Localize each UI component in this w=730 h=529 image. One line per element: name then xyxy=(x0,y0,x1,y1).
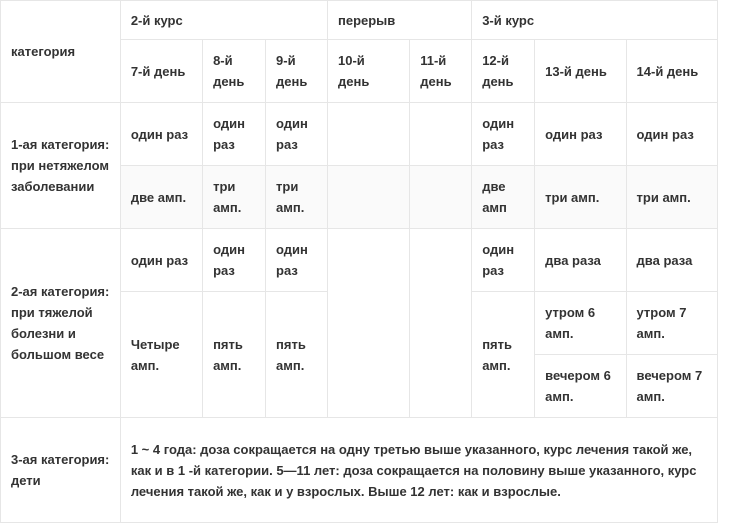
cat2-d10 xyxy=(327,229,409,418)
cat2-freq-d8: один раз xyxy=(203,229,266,292)
cat1-dose-d14: три амп. xyxy=(626,166,717,229)
cat1-dose-d12: две амп xyxy=(472,166,535,229)
cat2-dose-d8: пять амп. xyxy=(203,292,266,418)
cat1-freq-d10 xyxy=(327,103,409,166)
cat3-text: 1 ~ 4 года: доза сокращается на одну третью выше указанного, курс лечения такой же, как и в 1 -й категории. 5—11 лет: доза сокращается на половину выше указанного, курс лечения такой же, как и у взрослых. Выше 12 лет: как и взрослые. xyxy=(120,418,717,523)
cat1-dose-d10 xyxy=(327,166,409,229)
cat1-label: 1-ая категория: при нетяжелом заболевании xyxy=(1,103,121,229)
cat2-d11 xyxy=(410,229,472,418)
header-day-12: 12-й день xyxy=(472,40,535,103)
header-day-9: 9-й день xyxy=(266,40,328,103)
cat2-dose-d14-evening: вечером 7 амп. xyxy=(626,355,717,418)
header-day-10: 10-й день xyxy=(327,40,409,103)
cat1-frequency-row xyxy=(1,103,718,166)
cat2-dose-d7: Четыре амп. xyxy=(120,292,202,418)
cat1-dose-d13: три амп. xyxy=(535,166,626,229)
cat1-freq-d11 xyxy=(410,103,472,166)
cat3-row xyxy=(1,418,718,523)
cat1-dose-d8: три амп. xyxy=(203,166,266,229)
cat2-dose-d9: пять амп. xyxy=(266,292,328,418)
header-row-courses xyxy=(1,1,718,40)
header-course-3: 3-й курс xyxy=(472,1,718,40)
cat2-dose-d13-morning: утром 6 амп. xyxy=(535,292,626,355)
cat1-dose-d7: две амп. xyxy=(120,166,202,229)
header-course-2: 2-й курс xyxy=(120,1,327,40)
cat2-freq-d13: два раза xyxy=(535,229,626,292)
cat2-freq-d9: один раз xyxy=(266,229,328,292)
cat1-freq-d8: один раз xyxy=(203,103,266,166)
cat2-freq-d14: два раза xyxy=(626,229,717,292)
cat2-label: 2-ая категория: при тяжелой болезни и большом весе xyxy=(1,229,121,418)
header-day-8: 8-й день xyxy=(203,40,266,103)
cat2-freq-d12: один раз xyxy=(472,229,535,292)
cat2-dose-d12: пять амп. xyxy=(472,292,535,418)
cat1-freq-d7: один раз xyxy=(120,103,202,166)
cat3-label: 3-ая категория: дети xyxy=(1,418,121,523)
cat1-freq-d12: один раз xyxy=(472,103,535,166)
cat2-dose-d13-evening: вечером 6 амп. xyxy=(535,355,626,418)
header-day-13: 13-й день xyxy=(535,40,626,103)
cat1-freq-d14: один раз xyxy=(626,103,717,166)
header-day-14: 14-й день xyxy=(626,40,717,103)
cat1-dose-d9: три амп. xyxy=(266,166,328,229)
header-category: категория xyxy=(1,1,121,103)
cat1-freq-d9: один раз xyxy=(266,103,328,166)
cat2-freq-d7: один раз xyxy=(120,229,202,292)
cat1-dose-d11 xyxy=(410,166,472,229)
cat2-frequency-row xyxy=(1,229,718,292)
header-break: перерыв xyxy=(327,1,471,40)
cat1-freq-d13: один раз xyxy=(535,103,626,166)
header-day-7: 7-й день xyxy=(120,40,202,103)
cat2-dose-d14-morning: утром 7 амп. xyxy=(626,292,717,355)
header-day-11: 11-й день xyxy=(410,40,472,103)
